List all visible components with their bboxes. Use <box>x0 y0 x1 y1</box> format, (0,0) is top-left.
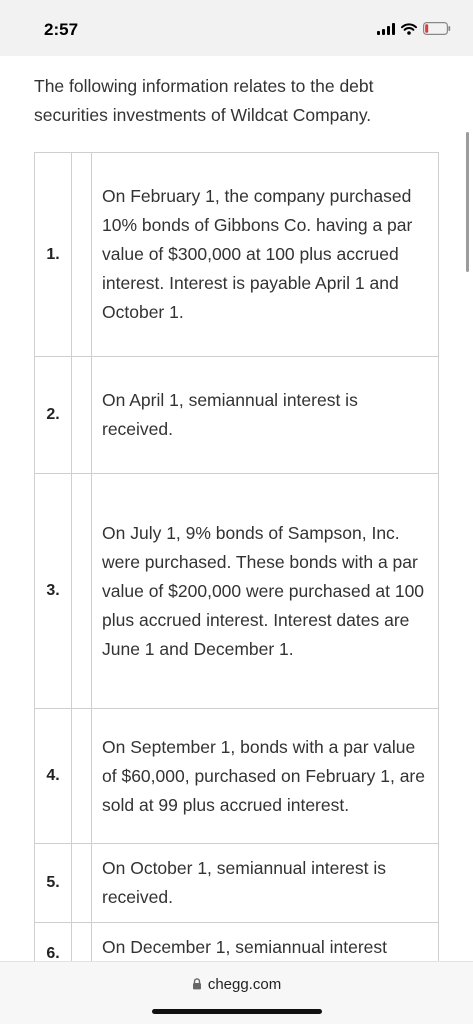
empty-cell <box>72 709 92 844</box>
empty-cell <box>72 844 92 923</box>
row-number: 1. <box>35 153 72 357</box>
battery-icon <box>423 22 451 35</box>
row-number: 4. <box>35 709 72 844</box>
home-indicator[interactable] <box>152 1009 322 1014</box>
url-bar[interactable] <box>0 976 473 994</box>
page-content <box>16 56 457 961</box>
empty-cell <box>72 923 92 962</box>
row-description: On September 1, bonds with a par value of $60,000, purchased on February 1, are sold at 99 plus accrued interest. <box>92 709 439 844</box>
table-row <box>35 357 439 474</box>
row-description: On December 1, semiannual interest <box>92 923 439 962</box>
table-row <box>35 844 439 923</box>
table-row <box>35 474 439 709</box>
status-time: 2:57 <box>44 20 79 39</box>
scrollbar[interactable] <box>466 132 469 272</box>
empty-cell <box>72 474 92 709</box>
lock-icon <box>192 977 202 994</box>
row-description: On February 1, the company purchased 10% bonds of Gibbons Co. having a par value of $300,000 at 100 plus accrued interest. Interest is payable April 1 and October 1. <box>92 153 439 357</box>
url-text: chegg.com <box>207 976 282 993</box>
row-number: 5. <box>35 844 72 923</box>
table-row <box>35 923 439 962</box>
row-description: On April 1, semiannual interest is received. <box>92 357 439 474</box>
signal-icon <box>377 23 395 35</box>
row-description: On July 1, 9% bonds of Sampson, Inc. were purchased. These bonds with a par value of $200,000 were purchased at 100 plus accrued interest. Interest dates are June 1 and December 1. <box>92 474 439 709</box>
status-icons <box>377 22 451 35</box>
table-row <box>35 153 439 357</box>
row-number: 3. <box>35 474 72 709</box>
row-description: On October 1, semiannual interest is received. <box>92 844 439 923</box>
browser-bottom-bar <box>0 961 473 1024</box>
table-row <box>35 709 439 844</box>
transactions-table <box>34 152 439 961</box>
row-number: 2. <box>35 357 72 474</box>
status-bar <box>0 0 473 56</box>
row-number: 6. <box>35 923 72 962</box>
empty-cell <box>72 357 92 474</box>
empty-cell <box>72 153 92 357</box>
wifi-icon <box>401 23 417 35</box>
intro-text: The following information relates to the debt securities investments of Wildcat Company. <box>34 76 374 125</box>
